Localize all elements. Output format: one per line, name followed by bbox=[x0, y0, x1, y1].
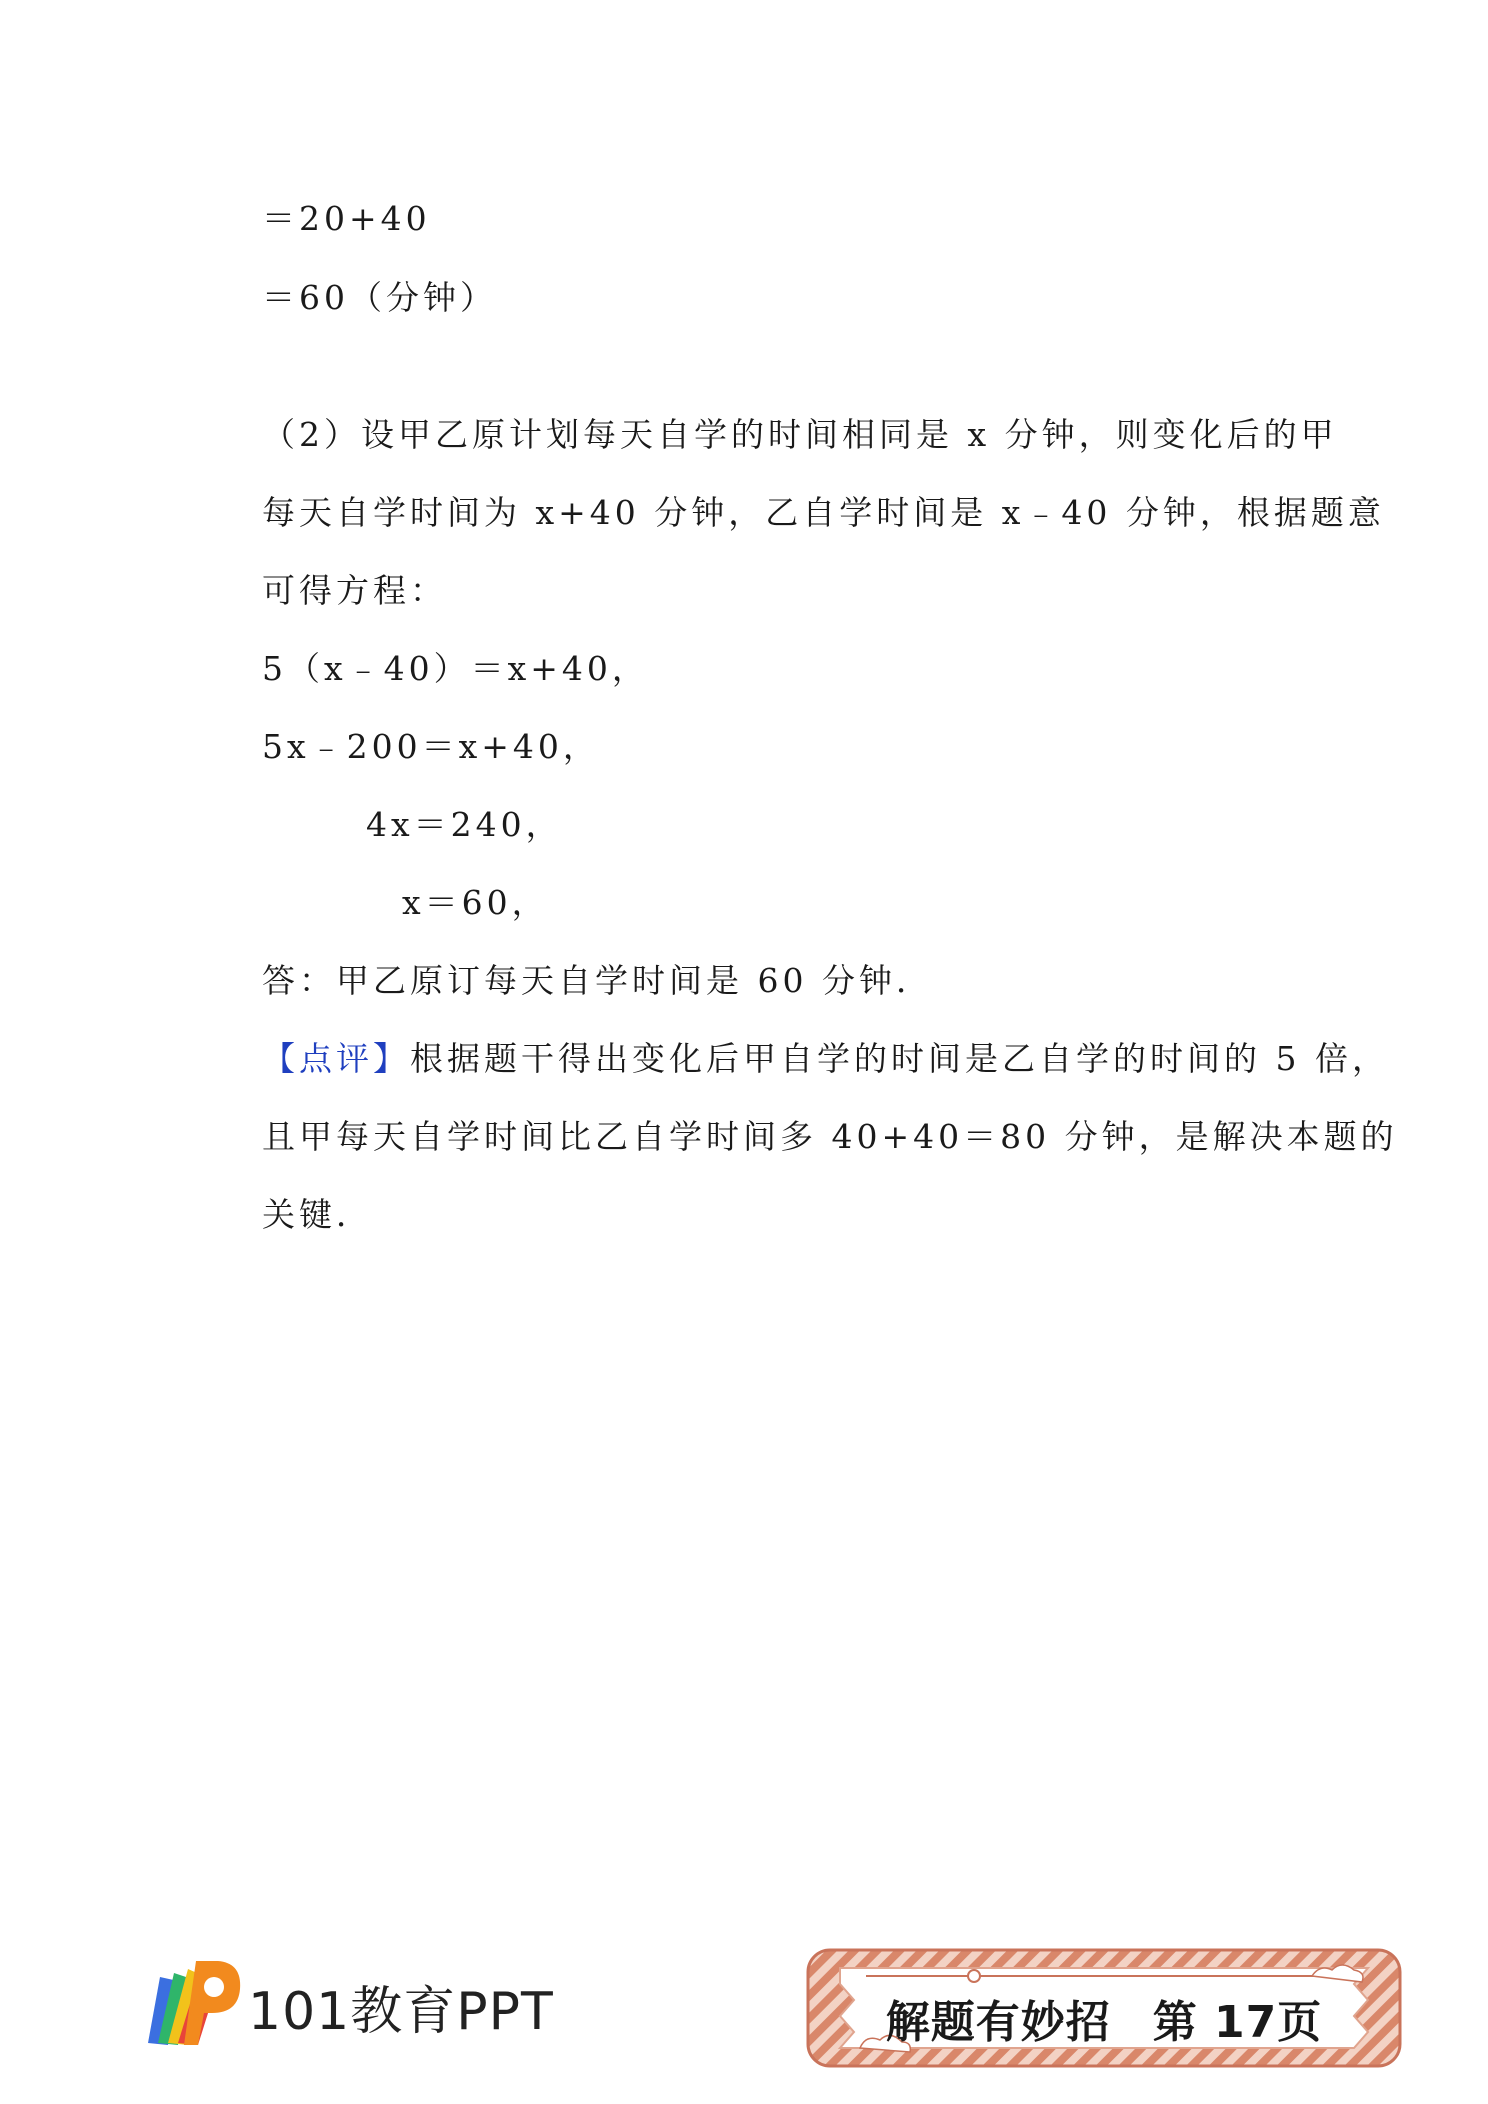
page-banner bbox=[806, 1948, 1402, 2068]
equation-line: ＝60（分钟） bbox=[262, 278, 497, 317]
page-number: 第 17页 bbox=[1152, 1997, 1323, 2048]
banner-text bbox=[806, 1986, 1402, 2050]
comment-tag: 【点评】 bbox=[262, 1039, 410, 1078]
brand-logo bbox=[138, 1955, 554, 2050]
logo-text: 101教育PPT bbox=[248, 1982, 554, 2042]
paragraph-line: （2）设甲乙原计划每天自学的时间相同是 x 分钟，则变化后的甲 bbox=[262, 415, 1338, 454]
logo-icon bbox=[138, 1955, 243, 2050]
equation-line: 5（x﹣40）＝x+40， bbox=[262, 649, 649, 688]
comment-line: 关键． bbox=[262, 1195, 373, 1234]
equation-line: 4x＝240， bbox=[366, 805, 563, 844]
comment-line bbox=[262, 1039, 1389, 1079]
paragraph-line: 每天自学时间为 x+40 分钟，乙自学时间是 x﹣40 分钟，根据题意 bbox=[262, 493, 1385, 532]
equation-line: 5x﹣200＝x+40， bbox=[262, 727, 600, 766]
answer-line: 答：甲乙原订每天自学时间是 60 分钟． bbox=[262, 961, 933, 1000]
paragraph-line: 可得方程： bbox=[262, 571, 447, 610]
comment-text: 根据题干得出变化后甲自学的时间是乙自学的时间的 5 倍， bbox=[410, 1039, 1389, 1078]
equation-line: ＝20+40 bbox=[262, 199, 431, 238]
equation-line: x＝60， bbox=[402, 883, 549, 922]
banner-title: 解题有妙招 bbox=[885, 1997, 1111, 2048]
comment-line: 且甲每天自学时间比乙自学时间多 40+40＝80 分钟，是解决本题的 bbox=[262, 1117, 1398, 1156]
